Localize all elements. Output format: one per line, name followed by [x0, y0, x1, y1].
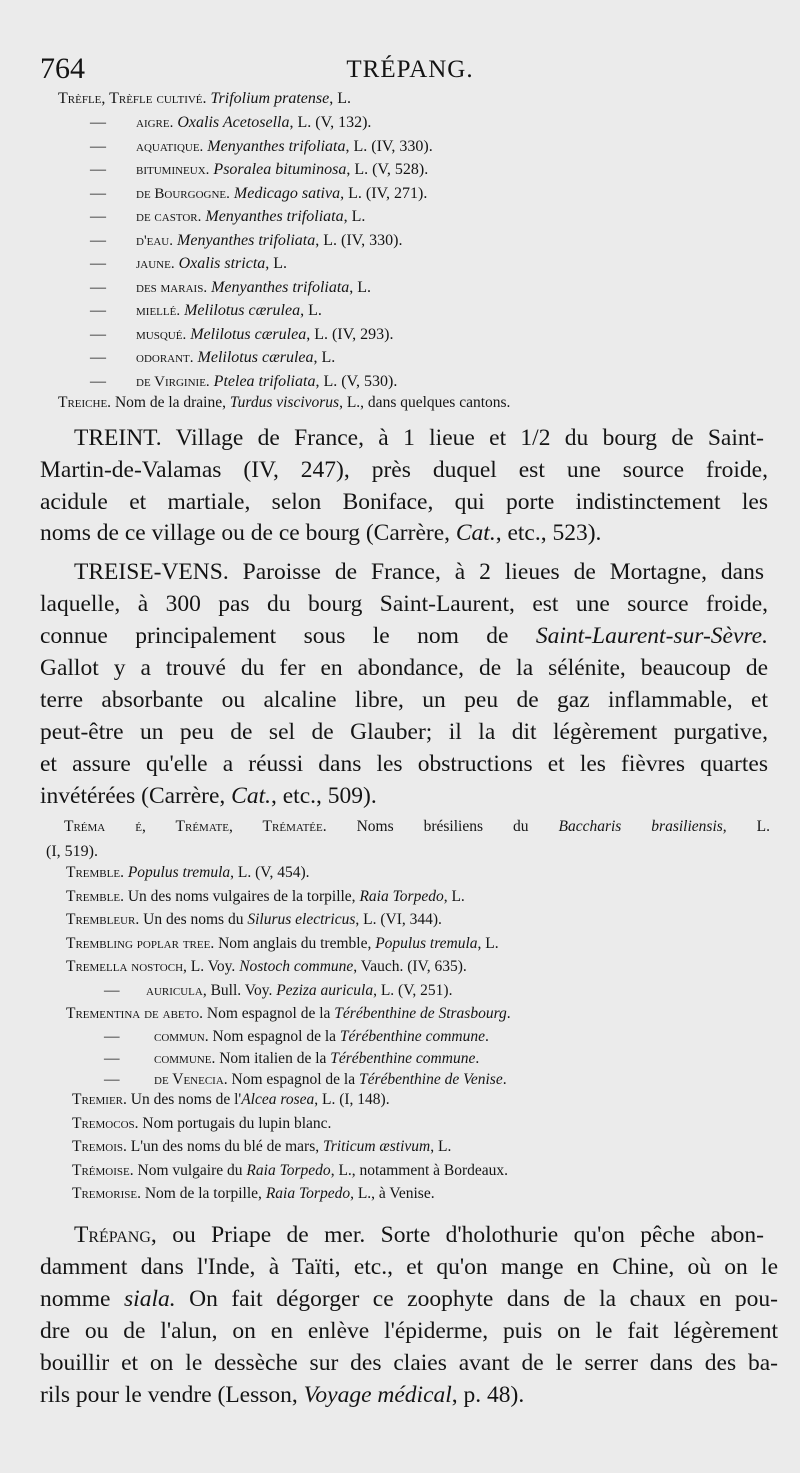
entry-text: Nom de la torpille,	[140, 1185, 266, 1202]
headword: Tremble.	[66, 864, 124, 881]
dash: —	[104, 1028, 120, 1045]
trementina-subentry	[104, 1071, 507, 1089]
dictionary-entry	[72, 1091, 390, 1109]
text-line	[40, 783, 377, 810]
text-line	[74, 425, 764, 452]
headword: Tremocos.	[72, 1114, 139, 1132]
text-line: laquelle, à 300 pas du bourg Saint-Laurent, est une source froide,	[40, 591, 768, 617]
entry-treiche	[58, 394, 510, 412]
headword: Trépang	[74, 1222, 151, 1248]
reference: , L.	[329, 90, 351, 107]
entry-text: Nom espagnol de la	[203, 1005, 335, 1022]
dash: —	[90, 255, 106, 272]
entry-text: Nom espagnol de la	[227, 1071, 359, 1088]
place-name: Saint-Laurent-sur-Sèvre.	[535, 623, 768, 649]
subentry-text	[136, 185, 427, 203]
dictionary-entry	[66, 958, 467, 976]
entry-text: , L. (V, 251).	[373, 982, 453, 999]
reference: , L. (IV, 271).	[340, 184, 428, 202]
entry-text: , L.	[722, 818, 770, 835]
entry-text: Nom vulgaire du	[133, 1161, 247, 1179]
entry-text: , Bull. Voy.	[202, 982, 277, 999]
dash: —	[104, 982, 120, 999]
entry-trema-ref: (I, 519).	[46, 843, 98, 860]
subentry-name: commune.	[154, 1049, 216, 1067]
reference: , L. (IV, 330).	[315, 231, 403, 249]
entry-text: .	[502, 1071, 507, 1088]
running-title: TRÉPANG.	[346, 56, 474, 83]
entry-text: , L.	[443, 887, 465, 905]
species: Trifolium pratense	[210, 90, 330, 107]
text-line: bouillir et on le dessèche sur des claies avant de le serrer dans des ba-	[40, 1350, 778, 1376]
subentry-text	[136, 114, 371, 132]
subentry-name: commun.	[154, 1028, 209, 1045]
entry-text: , p. 48).	[451, 1382, 525, 1408]
entry-auricula	[104, 982, 452, 1000]
reference: , L.	[300, 302, 322, 319]
page-header	[40, 52, 780, 92]
subentry-name: jaune.	[136, 256, 175, 272]
entry-text: Nom espagnol de la	[208, 1028, 340, 1045]
headword: Tremois.	[72, 1138, 127, 1155]
species: Térébenthine commune	[339, 1028, 485, 1045]
dictionary-entry	[72, 1185, 435, 1203]
reference: , L. (V, 530).	[315, 372, 398, 390]
text-line: Gallot y a trouvé du fer en abondance, de la sélénite, beaucoup de	[40, 655, 768, 681]
subentry-text	[136, 302, 322, 320]
subentry-text	[136, 326, 393, 344]
dash: —	[90, 184, 106, 202]
term: siala.	[124, 1286, 176, 1312]
entry-text: Nom anglais du tremble,	[214, 934, 376, 952]
species: Menyanthes trifoliata	[177, 231, 316, 249]
trementina-subentry	[104, 1028, 489, 1046]
entry-text: Nom portugais du lupin blanc.	[138, 1114, 332, 1132]
subentry-name: bitumineux.	[136, 162, 210, 178]
reference: , L. (V, 132).	[289, 114, 372, 131]
trementina-subentry	[104, 1050, 479, 1068]
subentry-name: auricula	[146, 982, 203, 999]
entry-text: Paroisse de France, à 2 lieues de Mortagne, dans	[228, 559, 764, 585]
entry-text: , L. (VI, 344).	[355, 911, 442, 928]
citation: Voyage médical	[303, 1382, 452, 1408]
entry-text: noms de ce village ou de ce bourg (Carrère,	[40, 520, 456, 546]
species: Menyanthes trifoliata	[207, 137, 346, 155]
headword: TREISE-VENS.	[74, 559, 229, 585]
species: Nostoch commune	[239, 958, 354, 975]
headword: Trementina de abeto.	[66, 1005, 203, 1022]
entry-trementina	[66, 1005, 511, 1023]
species: Ptelea trifoliata	[213, 372, 316, 390]
subentry-text	[136, 279, 371, 297]
entry-text: rils pour le vendre (Lesson,	[40, 1382, 304, 1408]
dash: —	[90, 302, 106, 319]
subentry-text	[136, 255, 287, 273]
entry-text: , L., à Venise.	[350, 1185, 435, 1202]
text-line: damment dans l'Inde, à Taïti, etc., et qu'on mange en Chine, où on le	[40, 1254, 778, 1280]
subentry-text	[136, 349, 335, 367]
species: Medicago sativa	[233, 184, 341, 202]
species: Triticum æstivum	[323, 1138, 431, 1155]
dictionary-entry	[72, 1162, 508, 1180]
dash: —	[90, 372, 106, 390]
subentry-text	[136, 232, 402, 250]
entry-text: Noms brésiliens du	[326, 818, 559, 835]
reference: , L. (IV, 293).	[306, 325, 394, 343]
entry-text: nomme	[40, 1286, 125, 1312]
species: Peziza auricula	[276, 982, 374, 999]
headword: Tremella nostoch	[66, 958, 184, 975]
dictionary-entry	[72, 1138, 451, 1156]
dash: —	[90, 137, 106, 155]
species: Melilotus cærulea	[197, 349, 314, 366]
entry-text: invétérées (Carrère,	[40, 783, 232, 809]
dash: —	[90, 349, 106, 366]
headword: Tremier.	[72, 1091, 127, 1108]
dictionary-entry	[66, 911, 442, 929]
subentry-name: aquatique.	[136, 138, 204, 155]
species: Populus tremula	[127, 864, 231, 881]
entry-text: , L. Voy.	[183, 958, 240, 975]
dash: —	[90, 161, 106, 178]
species: Populus tremula	[375, 934, 478, 952]
dash: —	[104, 1049, 120, 1067]
headword: Tréma é, Trémate, Trématée.	[64, 818, 327, 835]
subentry-name: musqué.	[136, 326, 187, 343]
subentry-text	[136, 208, 365, 226]
dictionary-entry	[66, 888, 465, 906]
subentry-name: des marais.	[136, 279, 208, 296]
reference: , L.	[349, 278, 372, 296]
entry-text: , L., notamment à Bordeaux.	[330, 1161, 509, 1179]
text-line	[40, 623, 768, 650]
subentry-name: de Venecia.	[154, 1071, 228, 1088]
species: Raia Torpedo	[265, 1185, 351, 1202]
species: Térébenthine de Strasbourg	[334, 1005, 507, 1022]
subentry-name: de Virginie.	[136, 373, 210, 390]
text-line: acidule et martiale, selon Boniface, qui porte indistinctement les	[40, 489, 768, 515]
text-line	[74, 559, 764, 586]
headword: Treiche.	[58, 394, 112, 411]
dash: —	[90, 278, 106, 296]
entry-text: , etc., 509).	[271, 783, 377, 809]
entry-text: Un des noms vulgaires de la torpille,	[123, 887, 360, 905]
entry-text: , etc., 523).	[495, 520, 602, 546]
species: Térébenthine de Venise	[358, 1071, 503, 1088]
subentry-name: de Bourgogne.	[136, 185, 230, 202]
species: Oxalis stricta	[178, 255, 266, 272]
entry-text: Nom italien de la	[215, 1049, 331, 1067]
entry-text: .	[484, 1028, 489, 1045]
subentry-text	[136, 373, 397, 391]
entry-text: , L. (V, 454).	[230, 864, 310, 881]
headword: Trembling poplar tree.	[66, 934, 215, 952]
entry-text: Un des noms du	[139, 911, 248, 928]
subentry-name: aigre.	[136, 115, 174, 131]
headword: Trembleur.	[66, 911, 140, 928]
entry-text: , L., dans quelques cantons.	[339, 394, 511, 411]
entry-text: , ou Priape de mer. Sorte d'holothurie qu'on pêche abon-	[150, 1222, 764, 1248]
dash: —	[90, 114, 106, 131]
reference: , L.	[313, 349, 336, 366]
species: Menyanthes trifoliata	[211, 278, 350, 296]
text-line	[40, 1286, 778, 1313]
text-line	[40, 520, 601, 547]
dash: —	[90, 325, 106, 343]
reference: , L.	[265, 255, 288, 272]
dash: —	[104, 1071, 120, 1088]
dictionary-entry	[66, 935, 499, 953]
subentry-name: odorant.	[136, 350, 194, 366]
species: Turdus viscivorus	[229, 394, 340, 411]
dictionary-entry	[72, 1115, 331, 1133]
species: Raia Torpedo	[246, 1161, 331, 1179]
subentry-text	[136, 161, 428, 179]
subentry-name: de castor.	[136, 209, 202, 225]
text-line: terre absorbante ou alcaline libre, un peu de gaz inflammable, et	[40, 687, 768, 713]
dictionary-entry	[66, 864, 310, 882]
entry-text: , Vauch. (IV, 635).	[353, 958, 467, 975]
species: Melilotus cærulea	[190, 325, 307, 343]
entry-text: L'un des noms du blé de mars,	[126, 1138, 323, 1155]
reference: , L. (IV, 330).	[345, 137, 433, 155]
entry-text: Nom de la draine,	[111, 394, 230, 411]
entry-text: , L. (I, 148).	[314, 1091, 390, 1108]
headword: TREINT.	[74, 425, 162, 451]
subentry-name: miellé.	[136, 303, 181, 319]
species: Alcea rosea	[241, 1091, 315, 1108]
citation: Cat.	[455, 520, 496, 546]
species: Psoralea bituminosa	[213, 161, 347, 178]
entry-trefle	[58, 90, 351, 108]
text-line: peut-être un peu de sel de Glauber; il la dit légèrement purgative,	[40, 719, 768, 745]
entry-text: , L.	[430, 1138, 452, 1155]
species: Silurus electricus	[247, 911, 356, 928]
headword: Tremorise.	[72, 1185, 141, 1202]
headword: Trèfle, Trèfle cultivé.	[58, 90, 207, 107]
text-line	[40, 1382, 524, 1409]
subentry-name: d'eau.	[136, 232, 174, 249]
species: Melilotus cærulea	[184, 302, 301, 319]
dash: —	[90, 208, 106, 225]
reference: , L. (V, 528).	[346, 161, 429, 178]
reference: , L.	[343, 208, 366, 225]
entry-text: Un des noms de l'	[126, 1091, 242, 1108]
headword: Tremble.	[66, 887, 124, 905]
text-line: dre ou de l'alun, on en enlève l'épiderme, puis on le fait légèrement	[40, 1318, 778, 1344]
species: Menyanthes trifoliata	[205, 208, 344, 225]
species: Oxalis Acetosella	[177, 114, 290, 131]
text-line: Martin-de-Valamas (IV, 247), près duquel est une source froide,	[40, 457, 768, 483]
entry-text: connue principalement sous le nom de	[40, 623, 536, 649]
text-line	[74, 1222, 764, 1249]
page-number: 764	[40, 52, 85, 85]
text-line: et assure qu'elle a réussi dans les obstructions et les fièvres quartes	[40, 751, 768, 777]
entry-text: Village de France, à 1 lieue et 1/2 du bourg de Saint-	[161, 425, 764, 451]
species: Raia Torpedo	[359, 887, 444, 905]
entry-text: .	[475, 1049, 480, 1067]
citation: Cat.	[231, 783, 271, 809]
entry-text: On fait dégorger ce zoophyte dans de la chaux en pou-	[175, 1286, 778, 1312]
subentry-text	[136, 138, 433, 156]
dash: —	[90, 231, 106, 249]
species: Baccharis brasiliensis	[558, 818, 723, 835]
entry-trema	[64, 818, 770, 836]
headword: Trémoise.	[72, 1161, 134, 1179]
entry-text: , L.	[477, 934, 499, 952]
species: Térébenthine commune	[330, 1049, 476, 1067]
entry-text: .	[506, 1005, 511, 1022]
